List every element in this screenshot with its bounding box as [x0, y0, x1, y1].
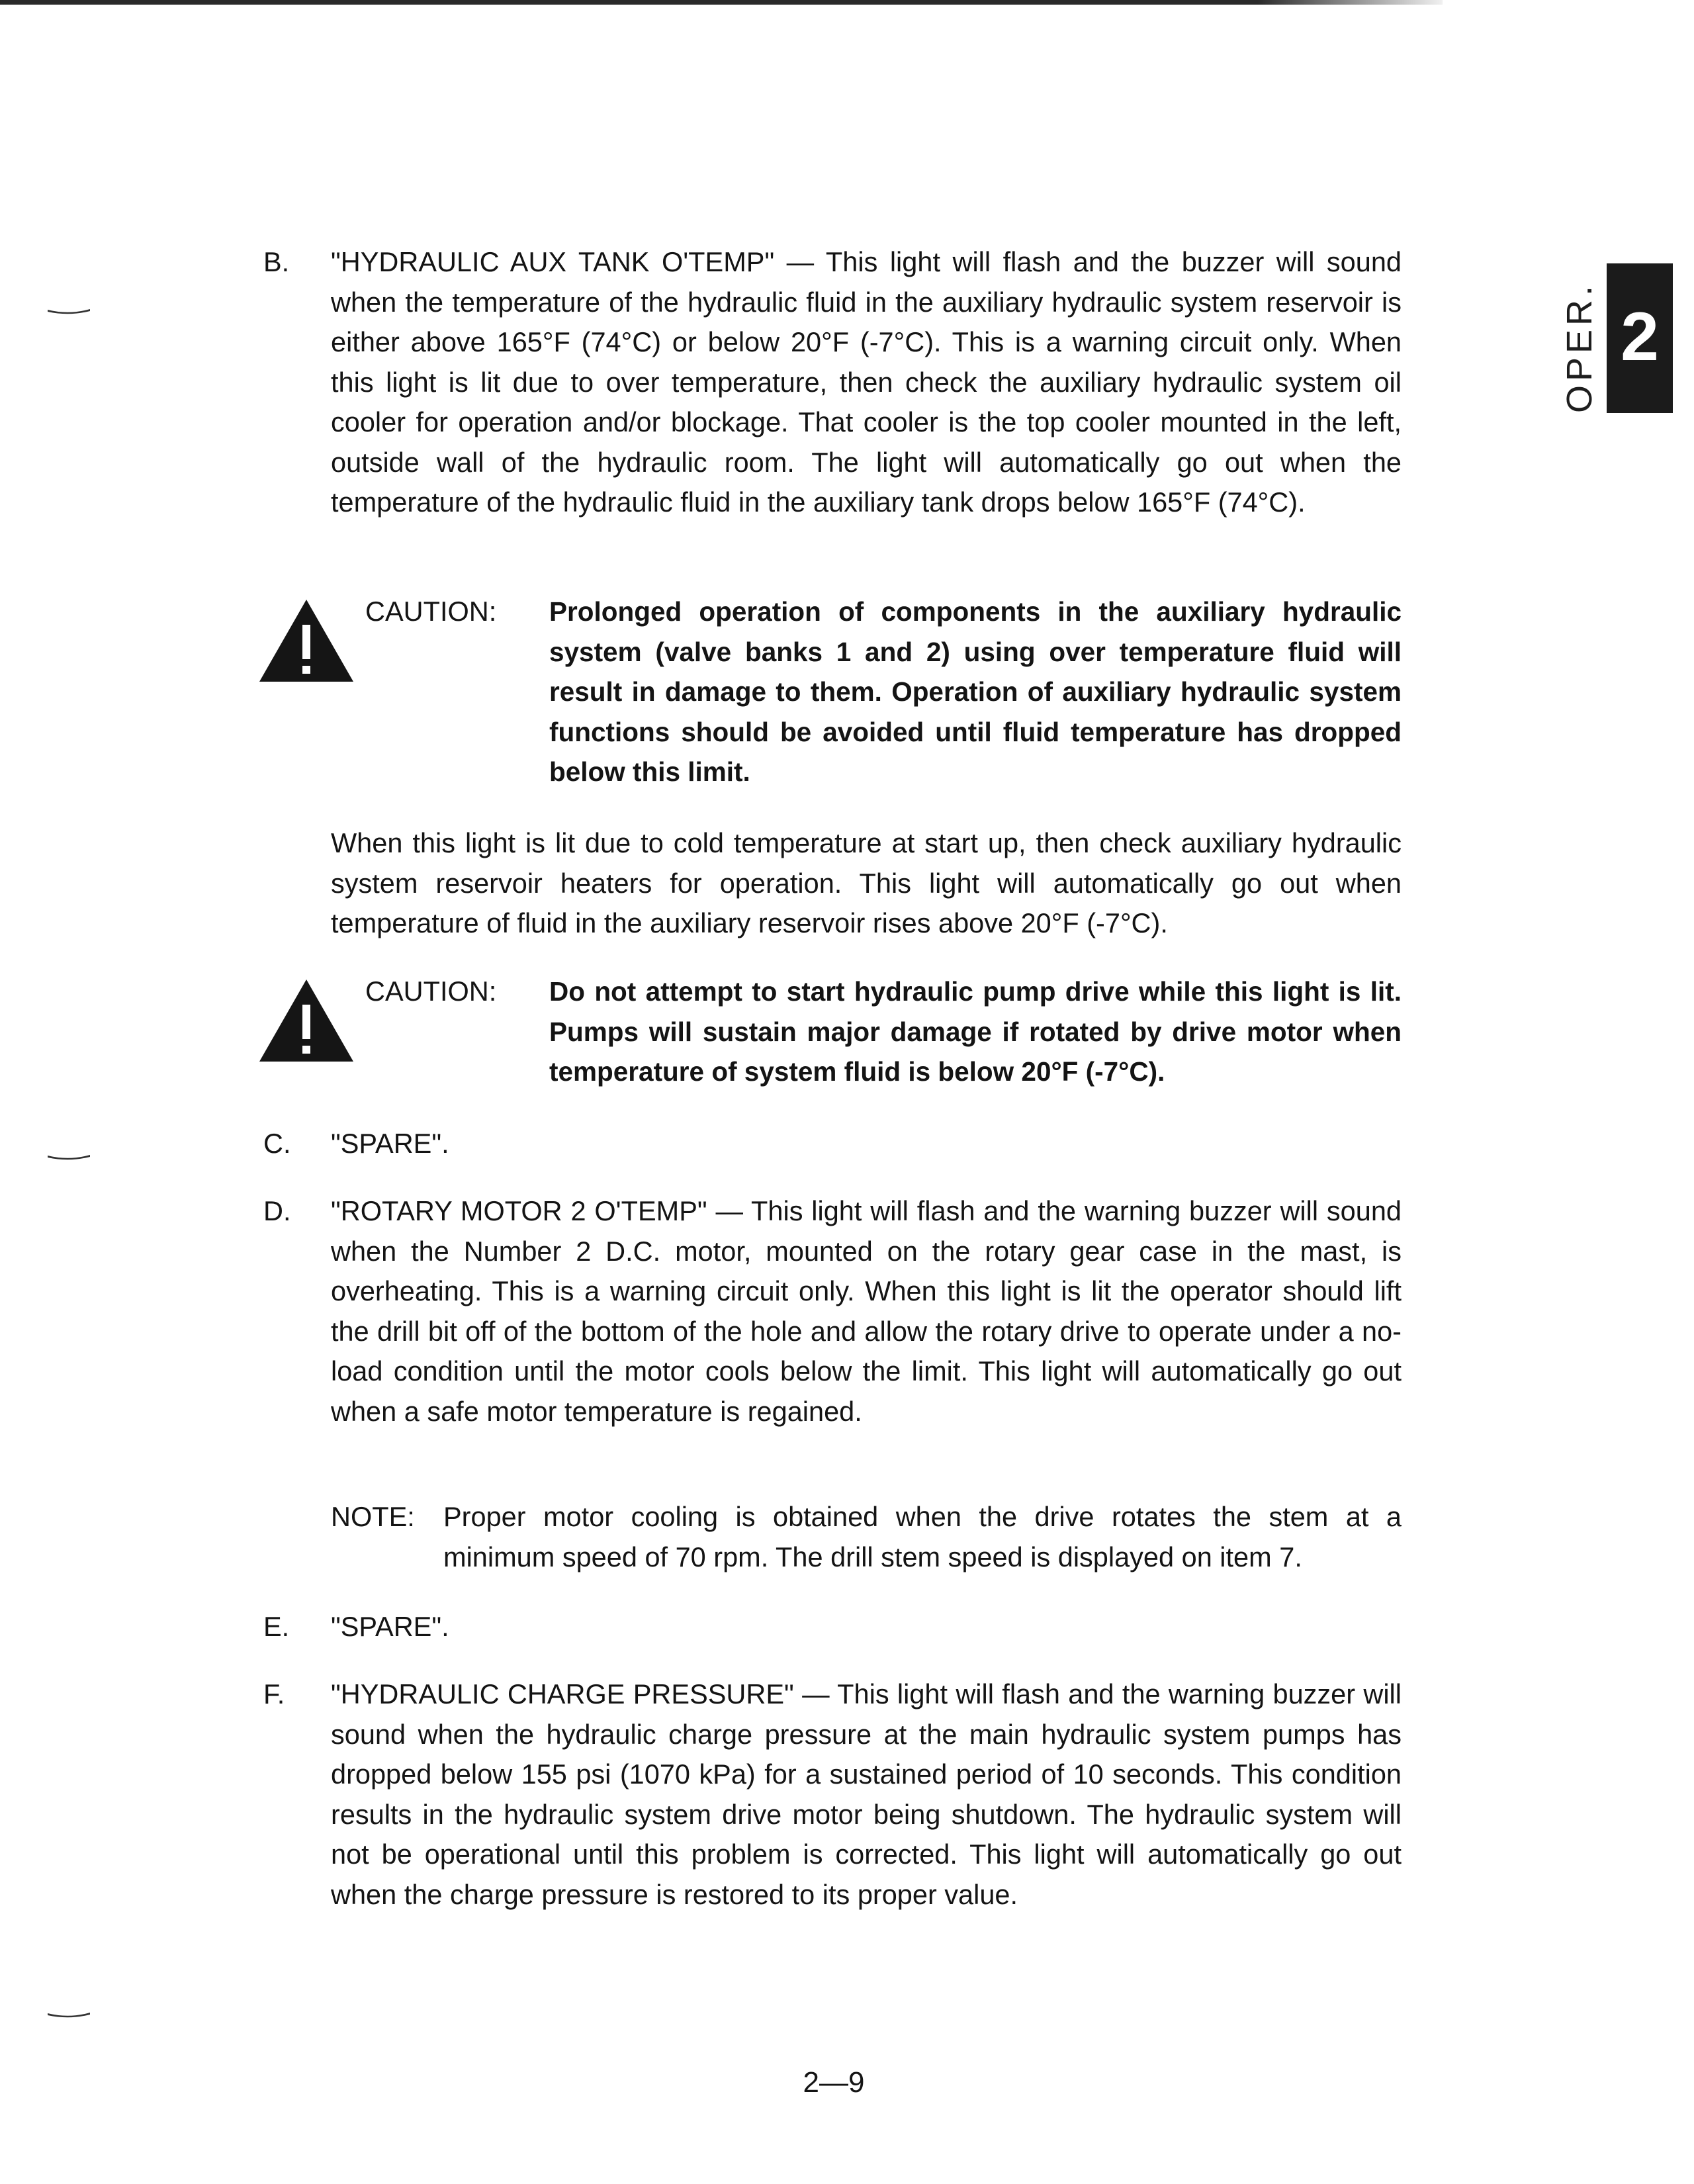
- item-letter: C.: [263, 1128, 291, 1159]
- item-text: "SPARE".: [331, 1128, 449, 1159]
- caution-text: Prolonged operation of components in the auxiliary hydraulic system (valve banks 1 and 2) using over temperature fluid will result in damage to them. Operation of auxiliary hydraulic system functions should be avoided until fluid temperature has dropped below this limit.: [549, 596, 1402, 787]
- item-e: [263, 1607, 1402, 1648]
- binder-hole-mark-top: [48, 308, 90, 314]
- binder-hole-mark-middle: [48, 1154, 90, 1160]
- caution-label: CAUTION:: [365, 976, 497, 1007]
- page-number: 2—9: [803, 2066, 865, 2099]
- caution-block-cold: [257, 972, 1402, 1104]
- item-letter: F.: [263, 1678, 285, 1709]
- caution-label: CAUTION:: [365, 596, 497, 627]
- warning-icon: [257, 597, 356, 684]
- item-f: [263, 1674, 1402, 1959]
- cold-start-paragraph: When this light is lit due to cold temperature at start up, then check auxiliary hydraulic system reservoir heaters for operation. This light will automatically go out when temperature of fluid in the auxiliary reservoir rises above 20°F (-7°C).: [331, 827, 1402, 938]
- top-rule: [0, 0, 1443, 5]
- note-label: NOTE:: [331, 1501, 415, 1532]
- section-tab-label: OPER.: [1560, 281, 1599, 413]
- item-text: "HYDRAULIC CHARGE PRESSURE" — This light will flash and the warning buzzer will sound when the hydraulic charge pressure at the main hydraulic system pumps has dropped below 155 psi (1070 kPa) for a sustained period of 10 seconds. This condition results in the hydraulic system drive motor being shutdown. The hydraulic system will not be operational until this problem is corrected. This light will automatically go out when the charge pressure is restored to its proper value.: [331, 1678, 1402, 1910]
- item-letter: E.: [263, 1611, 290, 1642]
- item-text: "SPARE".: [331, 1611, 449, 1642]
- item-letter: B.: [263, 246, 290, 277]
- note-text: Proper motor cooling is obtained when the drive rotates the stem at a minimum speed of 70 rpm. The drill stem speed is displayed on item 7.: [443, 1501, 1402, 1572]
- item-d: [263, 1191, 1402, 1476]
- warning-icon: [257, 977, 356, 1064]
- top-rule-fade: [1257, 0, 1456, 5]
- caution-text: Do not attempt to start hydraulic pump drive while this light is lit. Pumps will sustain major damage if rotated by drive motor when temperature of system fluid is below 20°F (-7°C).: [549, 976, 1402, 1087]
- item-b: [263, 242, 1402, 567]
- note-block: [331, 1497, 1402, 1583]
- binder-hole-mark-bottom: [48, 2012, 90, 2018]
- item-c: [263, 1124, 1402, 1165]
- caution-block-overtemp: [257, 592, 1402, 797]
- item-letter: D.: [263, 1195, 291, 1226]
- item-text: "ROTARY MOTOR 2 O'TEMP" — This light will flash and the warning buzzer will sound when the Number 2 D.C. motor, mounted on the rotary gear case in the mast, is overheating. This is a warning circuit only. When this light is lit the operator should lift the drill bit off of the bottom of the hole and allow the rotary drive to operate under a no-load condition until the motor cools below the limit. This light will automatically go out when a safe motor temperature is regained.: [331, 1195, 1402, 1427]
- section-tab-number: 2: [1621, 298, 1659, 375]
- section-tab-block: [1607, 263, 1673, 413]
- item-text: "HYDRAULIC AUX TANK O'TEMP" — This light will flash and the buzzer will sound when the temperature of the hydraulic fluid in the auxiliary hydraulic system reservoir is either above 165°F (74°C) or below 20°F (-7°C). This is a warning circuit only. When this light is lit due to over temperature, then check the auxiliary hydraulic system oil cooler for operation and/or blockage. That cooler is the top cooler mounted in the left, outside wall of the hydraulic room. The light will automatically go out when the temperature of the hydraulic fluid in the auxiliary tank drops below 165°F (74°C).: [331, 246, 1402, 518]
